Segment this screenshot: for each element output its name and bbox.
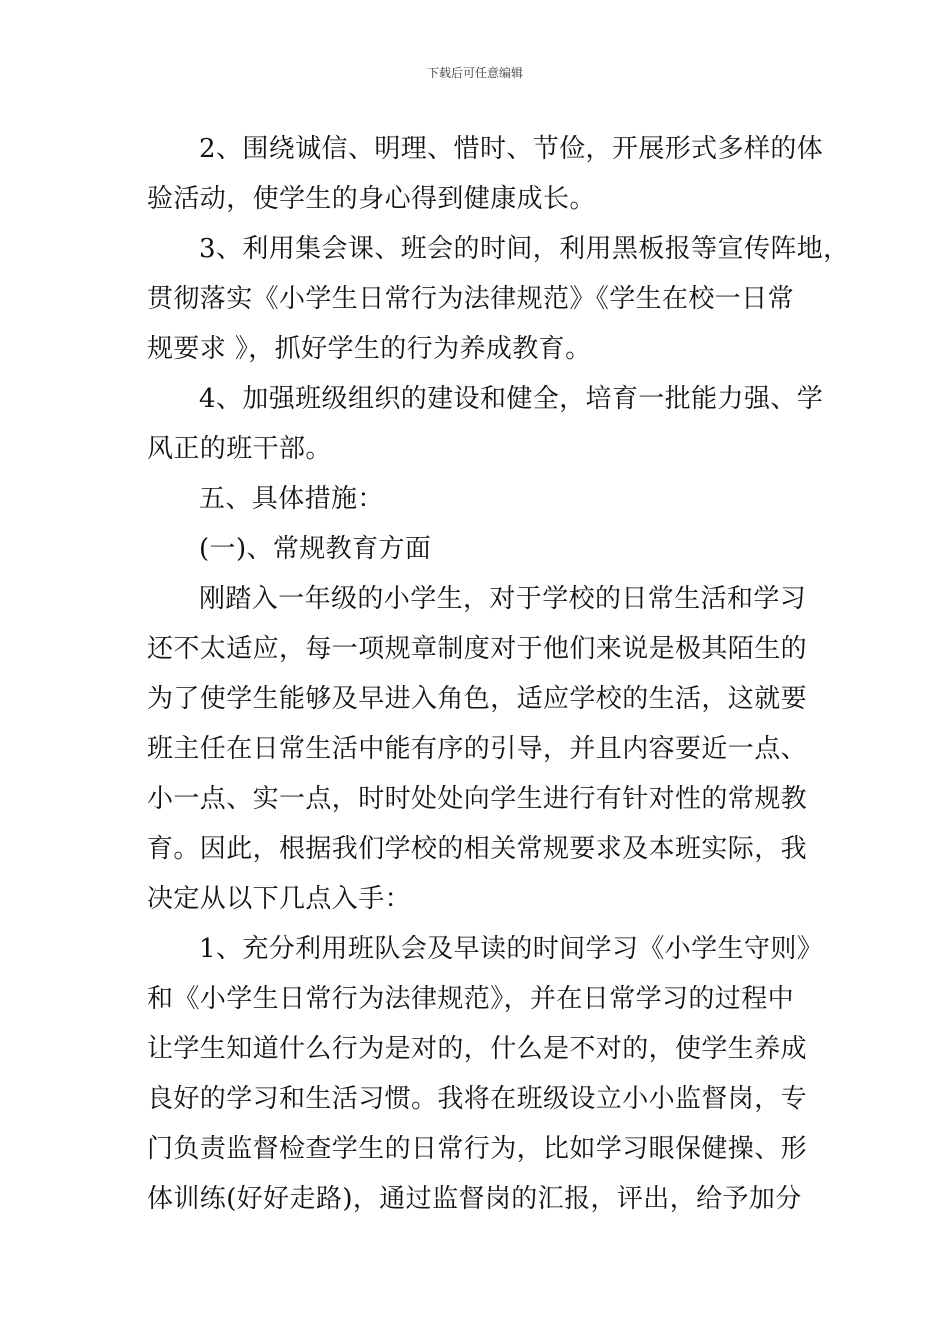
paragraph-line: 让学生知道什么行为是对的，什么是不对的，使学生养成 — [147, 1034, 808, 1064]
paragraph-line: 2、围绕诚信、明理、惜时、节俭，开展形式多样的体 — [199, 134, 824, 164]
paragraph-line: 决定从以下几点入手： — [147, 884, 412, 914]
paragraph-line: 良好的学习和生活习惯。我将在班级设立小小监督岗，专 — [147, 1084, 808, 1114]
subsection-heading: (一)、常规教育方面 — [199, 534, 432, 564]
document-body — [147, 124, 850, 1224]
paragraph-line: 还不太适应，每一项规章制度对于他们来说是极其陌生的 — [147, 634, 808, 664]
paragraph-line: 和《小学生日常行为法律规范》，并在日常学习的过程中 — [147, 984, 795, 1014]
paragraph-line: 1、充分利用班队会及早读的时间学习《小学生守则》 — [199, 934, 824, 964]
section-heading: 五、具体措施： — [199, 484, 384, 514]
paragraph-line: 刚踏入一年级的小学生，对于学校的日常生活和学习 — [199, 584, 807, 614]
paragraph-line: 规要求 》，抓好学生的行为养成教育。 — [147, 334, 592, 364]
paragraph-line: 3、利用集会课、班会的时间，利用黑板报等宣传阵地， — [199, 234, 850, 264]
paragraph-line: 门负责监督检查学生的日常行为，比如学习眼保健操、形 — [147, 1134, 808, 1164]
paragraph-line: 体训练(好好走路)，通过监督岗的汇报，评出，给予加分 — [147, 1184, 802, 1214]
paragraph-line: 为了使学生能够及早进入角色，适应学校的生活，这就要 — [147, 684, 808, 714]
paragraph-line: 班主任在日常生活中能有序的引导，并且内容要近一点、 — [147, 734, 808, 764]
paragraph-line: 育。因此，根据我们学校的相关常规要求及本班实际，我 — [147, 834, 808, 864]
paragraph-line: 小一点、实一点，时时处处向学生进行有针对性的常规教 — [147, 784, 808, 814]
paragraph-line: 贯彻落实《小学生日常行为法律规范》《学生在校一日常 — [147, 284, 795, 314]
page-header: 下载后可任意编辑 — [426, 66, 523, 80]
paragraph-line: 4、加强班级组织的建设和健全，培育一批能力强、学 — [199, 384, 824, 414]
paragraph-line: 验活动，使学生的身心得到健康成长。 — [147, 184, 596, 214]
paragraph-line: 风正的班干部。 — [147, 434, 332, 464]
